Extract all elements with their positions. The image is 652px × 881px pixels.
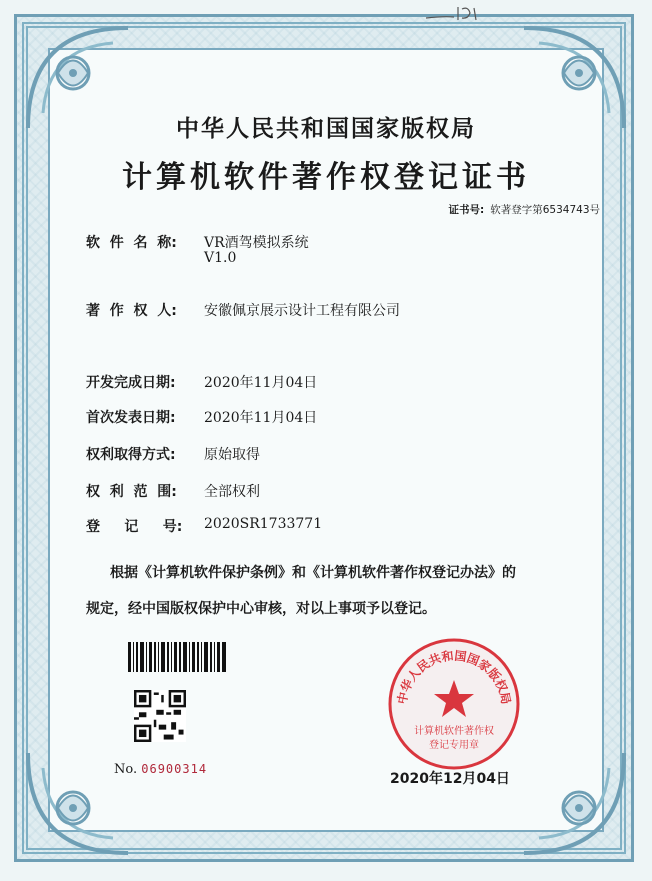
official-seal-icon [384, 634, 524, 774]
software-name-value: VR酒驾模拟系统 [204, 235, 309, 251]
publication-date-label: 首次发表日期: [86, 410, 176, 426]
seal-arc-text: 中华人民共和国国家版权局 [394, 648, 514, 706]
barcode-icon [128, 642, 226, 672]
registration-number-value: 2020SR1733771 [204, 516, 323, 532]
completion-date-label: 开发完成日期: [86, 375, 176, 391]
scope-of-rights-label: 权 利 范 围: [86, 484, 177, 500]
publication-date-value: 2020年11月04日 [204, 410, 318, 426]
copyright-holder-value: 安徽佩京展示设计工程有限公司 [204, 303, 400, 319]
issuing-authority: 中华人民共和国国家版权局 [176, 115, 476, 142]
seal-line-1: 计算机软件著作权 [414, 726, 494, 737]
qr-code-icon [134, 690, 186, 742]
certificate-number-value: 软著登字第6534743号 [490, 204, 600, 216]
serial-number-label: No. [114, 762, 138, 777]
completion-date-value: 2020年11月04日 [204, 375, 318, 391]
certificate-number [360, 202, 600, 217]
serial-number-value: 06900314 [141, 762, 208, 776]
certificate-title: 计算机软件著作权登记证书 [122, 160, 530, 195]
software-name-label: 软 件 名 称: [86, 235, 177, 251]
registration-number-label: 登 记 号: [86, 519, 183, 535]
statement-line-1: 根据《计算机软件保护条例》和《计算机软件著作权登记办法》的 [110, 565, 516, 581]
scope-of-rights-value: 全部权利 [204, 484, 260, 500]
statement-line-2: 规定，经中国版权保护中心审核，对以上事项予以登记。 [86, 601, 436, 617]
acquisition-method-value: 原始取得 [204, 447, 260, 463]
issue-date: 2020年12月04日 [390, 771, 510, 787]
copyright-holder-label: 著 作 权 人: [86, 303, 177, 319]
software-version-value: V1.0 [204, 250, 237, 266]
certificate-number-label: 证书号: [448, 204, 485, 216]
acquisition-method-label: 权利取得方式: [86, 447, 176, 463]
serial-number [114, 762, 207, 777]
seal-line-2: 登记专用章 [429, 740, 479, 751]
